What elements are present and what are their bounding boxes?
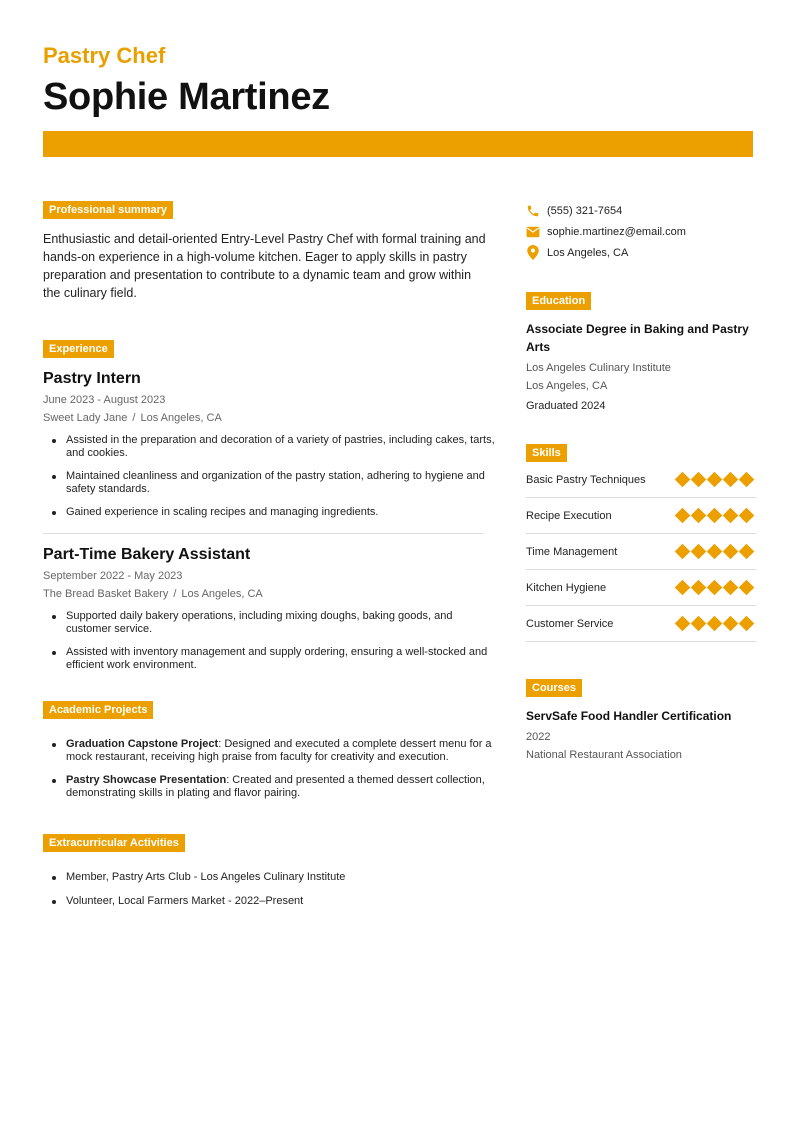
skill-row <box>526 534 756 570</box>
project-item <box>43 774 498 800</box>
rating-diamond-icon <box>723 544 739 560</box>
phone-icon <box>526 204 540 218</box>
candidate-name: Sophie Martinez <box>43 76 330 118</box>
location-text: Los Angeles, CA <box>547 246 629 259</box>
job-company-line <box>43 588 498 600</box>
skill-rating <box>676 510 753 521</box>
rating-diamond-icon <box>723 472 739 488</box>
summary-section <box>43 200 498 302</box>
skill-row <box>526 570 756 606</box>
section-label-experience: Experience <box>43 340 114 358</box>
school-name: Los Angeles Culinary Institute <box>526 362 671 374</box>
bullet-item: Maintained cleanliness and organization of the pastry station, adhering to hygiene and safety standards. <box>43 470 498 496</box>
project-bullets <box>43 738 498 800</box>
degree-title: Associate Degree in Baking and Pastry Arts <box>526 322 749 354</box>
job-bullets <box>43 610 498 672</box>
rating-diamond-icon <box>675 544 691 560</box>
summary-text: Enthusiastic and detail-oriented Entry-Level Pastry Chef with formal training and hands-on experience in a high-volume kitchen. Eager to apply skills in pastry preparation and presentation to contribute to a dynamic team and grow within the culinary field. <box>43 232 486 300</box>
bullet-item: Gained experience in scaling recipes and managing ingredients. <box>43 506 498 519</box>
job-company: The Bread Basket Bakery <box>43 588 169 600</box>
rating-diamond-icon <box>675 616 691 632</box>
bullet-item: Assisted with inventory management and supply ordering, ensuring a well-stocked and efficient work environment. <box>43 646 498 672</box>
job-dates: September 2022 - May 2023 <box>43 570 183 582</box>
job-role-title: Part-Time Bakery Assistant <box>43 546 251 563</box>
skills-list <box>526 462 758 642</box>
job-company-line <box>43 412 498 424</box>
rating-diamond-icon <box>739 508 755 524</box>
rating-diamond-icon <box>707 508 723 524</box>
contact-location <box>526 242 758 263</box>
rating-diamond-icon <box>675 472 691 488</box>
section-label-skills: Skills <box>526 444 567 462</box>
project-name: Pastry Showcase Presentation <box>66 774 227 786</box>
job-role-title: Pastry Intern <box>43 370 141 387</box>
bullet-item: Supported daily bakery operations, including mixing doughs, baking goods, and customer service. <box>43 610 498 636</box>
phone-text: (555) 321-7654 <box>547 204 623 217</box>
job-location: Los Angeles, CA <box>140 412 222 424</box>
course-title: ServSafe Food Handler Certification <box>526 709 732 723</box>
rating-diamond-icon <box>707 616 723 632</box>
location-pin-icon <box>526 246 540 260</box>
contact-block <box>526 200 758 263</box>
contact-phone[interactable] <box>526 200 758 221</box>
rating-diamond-icon <box>723 616 739 632</box>
section-label-summary: Professional summary <box>43 201 173 219</box>
job-bullets <box>43 434 498 519</box>
rating-diamond-icon <box>691 508 707 524</box>
experience-section <box>43 339 498 672</box>
skill-row <box>526 606 756 642</box>
skill-name: Recipe Execution <box>526 509 612 522</box>
school-location: Los Angeles, CA <box>526 380 608 392</box>
envelope-icon <box>526 225 540 239</box>
rating-diamond-icon <box>691 544 707 560</box>
skill-name: Kitchen Hygiene <box>526 581 607 594</box>
skill-row <box>526 498 756 534</box>
education-section <box>526 291 758 412</box>
rating-diamond-icon <box>739 472 755 488</box>
activity-item: Member, Pastry Arts Club - Los Angeles Culinary Institute <box>43 871 498 884</box>
rating-diamond-icon <box>739 544 755 560</box>
header-accent-bar <box>43 131 753 157</box>
rating-diamond-icon <box>691 616 707 632</box>
rating-diamond-icon <box>707 472 723 488</box>
job-location: Los Angeles, CA <box>181 588 263 600</box>
job-entry <box>43 546 498 672</box>
rating-diamond-icon <box>739 616 755 632</box>
skill-rating <box>676 546 753 557</box>
course-issuer: National Restaurant Association <box>526 749 682 761</box>
bullet-item: Assisted in the preparation and decoration of a variety of pastries, including cakes, tarts, and cookies. <box>43 434 498 460</box>
skill-name: Time Management <box>526 545 618 558</box>
rating-diamond-icon <box>675 508 691 524</box>
projects-section <box>43 700 498 800</box>
rating-diamond-icon <box>723 580 739 596</box>
project-text: : Designed and executed a complete dessert menu for a mock restaurant, receiving high praise from faculty for creativity and execution. <box>66 738 492 763</box>
graduation-year: Graduated 2024 <box>526 400 606 412</box>
skill-name: Customer Service <box>526 617 614 630</box>
contact-email[interactable] <box>526 221 758 242</box>
job-company: Sweet Lady Jane <box>43 412 128 424</box>
job-entry <box>43 370 498 519</box>
section-label-extracurricular: Extracurricular Activities <box>43 834 185 852</box>
section-label-education: Education <box>526 292 591 310</box>
job-dates: June 2023 - August 2023 <box>43 394 166 406</box>
rating-diamond-icon <box>707 580 723 596</box>
rating-diamond-icon <box>723 508 739 524</box>
extracurricular-section <box>43 833 498 908</box>
job-title: Pastry Chef <box>43 43 166 68</box>
courses-section <box>526 678 758 761</box>
rating-diamond-icon <box>691 580 707 596</box>
right-column <box>526 200 758 761</box>
skill-name: Basic Pastry Techniques <box>526 473 646 486</box>
separator: / <box>173 588 177 600</box>
rating-diamond-icon <box>707 544 723 560</box>
section-label-projects: Academic Projects <box>43 701 153 719</box>
rating-diamond-icon <box>739 580 755 596</box>
skill-rating <box>676 582 753 593</box>
course-year: 2022 <box>526 731 551 743</box>
section-label-courses: Courses <box>526 679 582 697</box>
job-divider <box>43 533 483 534</box>
rating-diamond-icon <box>691 472 707 488</box>
skill-rating <box>676 474 753 485</box>
skill-row <box>526 462 756 498</box>
email-text: sophie.martinez@email.com <box>547 225 686 238</box>
skill-rating <box>676 618 753 629</box>
separator: / <box>132 412 136 424</box>
project-item <box>43 738 498 764</box>
left-column <box>43 200 498 919</box>
activity-item: Volunteer, Local Farmers Market - 2022–Present <box>43 895 498 908</box>
project-name: Graduation Capstone Project <box>66 738 219 750</box>
extracurricular-bullets <box>43 871 498 908</box>
project-text: : Created and presented a themed dessert collection, demonstrating skills in plating and flavor pairing. <box>66 774 485 799</box>
skills-section <box>526 443 758 642</box>
rating-diamond-icon <box>675 580 691 596</box>
